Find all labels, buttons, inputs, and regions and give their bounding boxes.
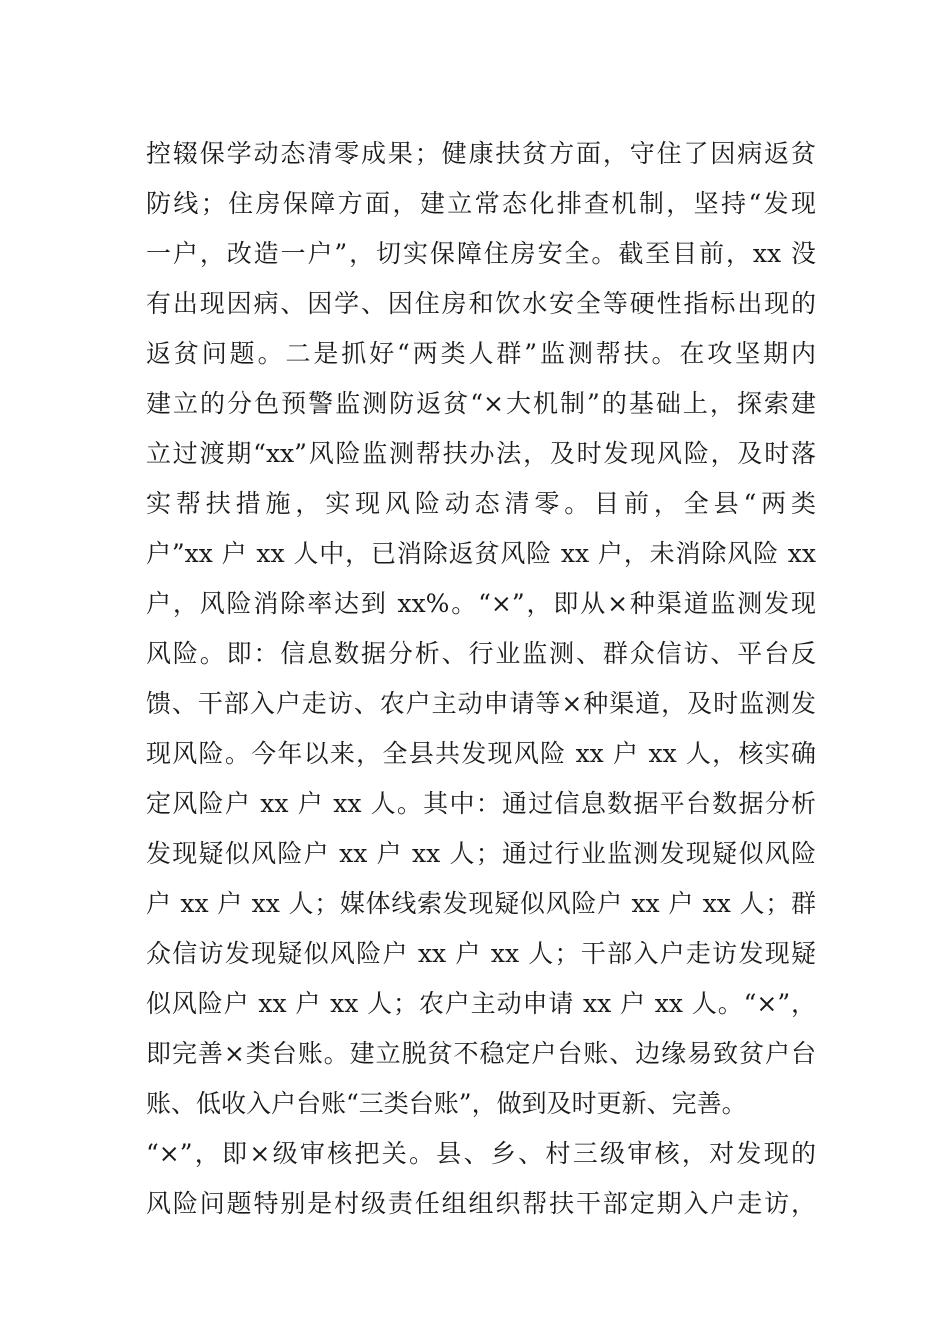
- text-line: 有出现因病、因学、因住房和饮水安全等硬性指标出现的: [146, 289, 816, 318]
- text-line: 发现疑似风险户 xx 户 xx 人；通过行业监测发现疑似风险: [146, 839, 816, 868]
- body-text: [146, 129, 816, 1229]
- text-line: “×”，即×级审核把关。县、乡、村三级审核，对发现的: [146, 1139, 816, 1168]
- text-line: 户，风险消除率达到 xx%。“×”，即从×种渠道监测发现: [146, 589, 816, 618]
- text-line: 防线；住房保障方面，建立常态化排查机制，坚持“发现: [146, 189, 816, 218]
- text-line: 风险。即：信息数据分析、行业监测、群众信访、平台反: [146, 639, 816, 668]
- text-line: 控辍保学动态清零成果；健康扶贫方面，守住了因病返贫: [146, 139, 816, 168]
- text-line: 馈、干部入户走访、农户主动申请等×种渠道，及时监测发: [146, 689, 816, 718]
- text-line: 一户，改造一户”，切实保障住房安全。截至目前，xx 没: [146, 239, 816, 268]
- text-line: 即完善×类台账。建立脱贫不稳定户台账、边缘易致贫户台: [146, 1039, 816, 1068]
- text-line: 立过渡期“xx”风险监测帮扶办法，及时发现风险，及时落: [146, 439, 816, 468]
- text-line: 现风险。今年以来，全县共发现风险 xx 户 xx 人，核实确: [146, 739, 816, 768]
- text-line: 风险问题特别是村级责任组组织帮扶干部定期入户走访，: [146, 1189, 816, 1218]
- text-line: 户”xx 户 xx 人中，已消除返贫风险 xx 户，未消除风险 xx: [146, 539, 816, 568]
- text-line: 账、低收入户台账“三类台账”，做到及时更新、完善。: [146, 1089, 747, 1118]
- text-line: 建立的分色预警监测防返贫“×大机制”的基础上，探索建: [146, 389, 816, 418]
- text-line: 众信访发现疑似风险户 xx 户 xx 人；干部入户走访发现疑: [146, 939, 816, 968]
- text-line: 定风险户 xx 户 xx 人。其中：通过信息数据平台数据分析: [146, 789, 816, 818]
- text-line: 返贫问题。二是抓好“两类人群”监测帮扶。在攻坚期内: [146, 339, 816, 368]
- text-line: 户 xx 户 xx 人；媒体线索发现疑似风险户 xx 户 xx 人；群: [146, 889, 816, 918]
- text-line: 实帮扶措施，实现风险动态清零。目前，全县“两类: [146, 489, 816, 518]
- text-line: 似风险户 xx 户 xx 人；农户主动申请 xx 户 xx 人。“×”，: [146, 989, 816, 1018]
